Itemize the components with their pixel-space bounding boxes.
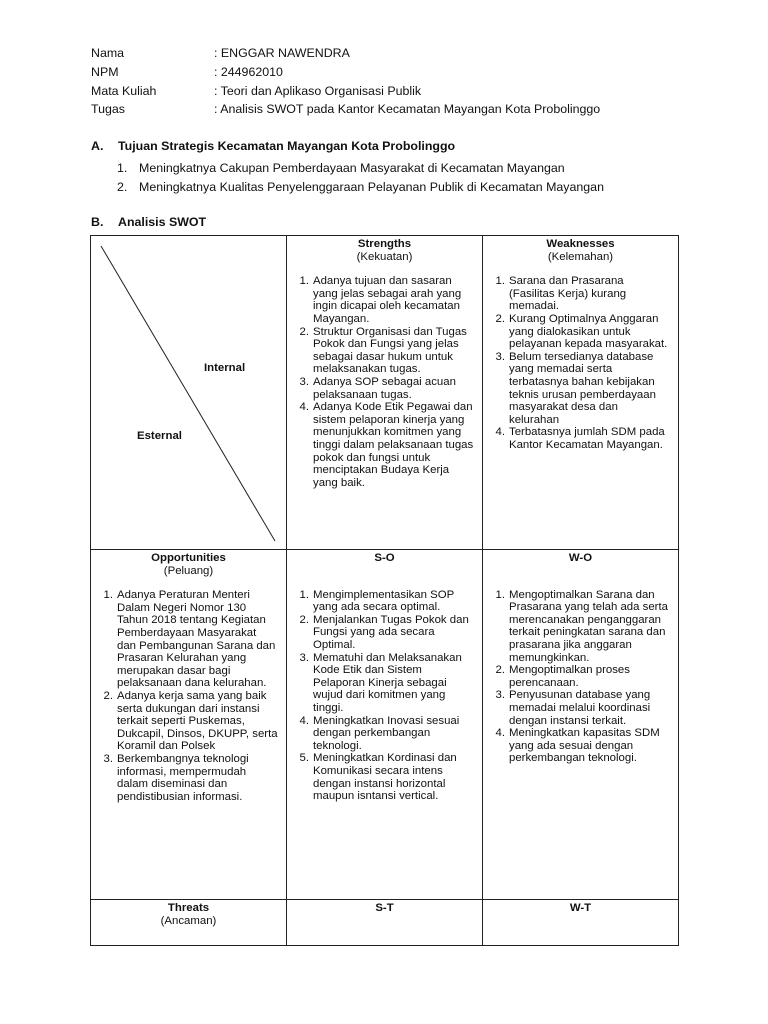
item-text: Terbatasnya jumlah SDM pada Kantor Kecamatan Mayangan.: [509, 426, 665, 451]
so-title: S-O: [374, 552, 395, 564]
weaknesses-title: Weaknesses: [546, 238, 615, 250]
item-text: Sarana dan Prasarana (Fasilitas Kerja) kurang memadai.: [509, 275, 627, 313]
opportunities-subtitle: (Peluang): [163, 564, 214, 577]
item-number: 1.: [495, 588, 505, 601]
section-title: Tujuan Strategis Kecamatan Mayangan Kota Probolinggo: [118, 139, 456, 153]
list-item: [483, 727, 670, 765]
list-item: [483, 313, 670, 351]
opportunities-cell: [91, 550, 287, 900]
item-number: 1.: [117, 160, 128, 175]
weaknesses-subtitle: (Kelemahan): [547, 250, 614, 263]
section-b-heading: [91, 215, 206, 229]
item-number: 5.: [299, 752, 309, 765]
item-text: Meningkatkan Inovasi sesuai dengan perkembangan teknologi.: [313, 714, 460, 752]
item-text: Menjalankan Tugas Pokok dan Fungsi yang ada secara Optimal.: [313, 613, 469, 651]
item-text: Adanya tujuan dan sasaran yang jelas sebagai arah yang ingin dicapai oleh kecamatan Mayangan.: [313, 275, 462, 325]
section-title: Analisis SWOT: [118, 215, 207, 229]
item-text: Belum tersedianya database yang memadai serta terbatasnya bahan kebijakan teknis urusan pemberdayaan masyarakat desa dan kelurahan: [509, 350, 656, 426]
info-label: Nama: [91, 46, 125, 61]
opportunities-title: Opportunities: [151, 552, 226, 564]
info-row-task: [91, 100, 600, 119]
swot-table: [90, 235, 679, 946]
item-number: 3.: [299, 651, 309, 664]
weaknesses-cell: [483, 236, 679, 550]
list-item: [287, 715, 474, 753]
threats-title: Threats: [167, 902, 210, 914]
item-text: Meningkatnya Kualitas Penyelenggaraan Pelayanan Publik di Kecamatan Mayangan: [139, 179, 604, 194]
item-number: 1.: [299, 275, 309, 288]
item-number: 3.: [299, 375, 309, 388]
wt-title: W-T: [569, 902, 592, 914]
strengths-title: Strengths: [357, 238, 412, 250]
threats-subtitle: (Ancaman): [160, 914, 217, 927]
weaknesses-list: [483, 275, 670, 451]
info-value: : 244962010: [214, 65, 283, 80]
item-text: Kurang Optimalnya Anggaran yang dialokasikan untuk pelayanan kepada masyarakat.: [509, 312, 668, 351]
list-item: [117, 158, 604, 177]
item-number: 1.: [103, 589, 113, 602]
item-number: 4.: [495, 426, 505, 439]
item-text: Meningkatkan Kordinasi dan Komunikasi secara intens dengan instansi horizontal maupun isntansi vertical.: [313, 752, 457, 803]
list-item: [287, 752, 474, 802]
list-item: [287, 589, 474, 614]
info-row-name: [91, 44, 600, 63]
item-text: Meningkatkan kapasitas SDM yang ada sesuai dengan perkembangan teknologi.: [509, 727, 660, 765]
item-number: 2.: [117, 179, 128, 194]
item-number: 3.: [495, 350, 505, 363]
list-item: [117, 177, 604, 196]
item-text: Meningkatnya Cakupan Pemberdayaan Masyarakat di Kecamatan Mayangan: [139, 160, 565, 175]
strengths-cell: [287, 236, 483, 550]
item-text: Mengoptimalkan proses perencanaan.: [509, 664, 630, 689]
item-number: 4.: [495, 727, 505, 740]
list-item: [287, 326, 474, 376]
info-value: : Teori dan Aplikaso Organisasi Publik: [214, 83, 422, 98]
info-row-npm: [91, 63, 600, 82]
item-number: 2.: [103, 689, 113, 702]
internal-label: Internal: [204, 362, 246, 374]
item-text: Mematuhi dan Melaksanakan Kode Etik dan Sistem Pelaporan Kinerja sebagai wujud dari komitmen yang tinggi.: [313, 651, 462, 714]
list-item: [483, 275, 670, 313]
item-number: 4.: [299, 401, 309, 414]
item-number: 3.: [103, 752, 113, 765]
item-text: Adanya kerja sama yang baik serta dukungan dari instansi terkait seperti Puskemas, Dukcapil, Dinsos, DKUPP, serta Koramil dan Polsek: [117, 689, 278, 753]
strategic-goals-list: [117, 158, 604, 196]
section-a-heading: [91, 139, 455, 153]
section-letter: A.: [91, 139, 104, 153]
item-number: 2.: [299, 325, 309, 338]
so-strategy-list: [287, 589, 474, 803]
info-label: Tugas: [91, 102, 125, 117]
item-number: 4.: [299, 714, 309, 727]
item-number: 1.: [299, 588, 309, 601]
list-item: [91, 690, 278, 753]
item-number: 2.: [299, 613, 309, 626]
threats-cell: [91, 900, 287, 946]
item-text: Adanya SOP sebagai acuan pelaksanaan tugas.: [313, 375, 456, 401]
item-number: 2.: [495, 664, 505, 677]
list-item: [483, 351, 670, 427]
item-text: Struktur Organisasi dan Tugas Pokok dan Fungsi yang jelas sebagai dasar hukum untuk melaksanakan tugas.: [313, 325, 467, 376]
diagonal-line: [91, 236, 286, 548]
item-text: Mengoptimalkan Sarana dan Prasarana yang telah ada serta merencanakan penganggaran terkait peningkatan sarana dan prasarana jika anggaran memungkinkan.: [509, 588, 668, 664]
info-value: : ENGGAR NAWENDRA: [214, 46, 350, 61]
info-row-course: [91, 81, 600, 100]
list-item: [287, 652, 474, 715]
wo-title: W-O: [568, 552, 593, 564]
list-item: [91, 589, 278, 690]
item-number: 2.: [495, 312, 505, 325]
list-item: [483, 689, 670, 727]
student-info: [91, 44, 600, 119]
item-number: 3.: [495, 689, 505, 702]
st-strategy-cell: [287, 900, 483, 946]
list-item: [483, 664, 670, 689]
list-item: [287, 376, 474, 401]
list-item: [287, 401, 474, 489]
list-item: [287, 275, 474, 325]
list-item: [483, 426, 670, 451]
wo-strategy-cell: [483, 550, 679, 900]
list-item: [287, 614, 474, 652]
section-letter: B.: [91, 215, 104, 229]
wo-strategy-list: [483, 589, 670, 765]
diagonal-cell: [91, 236, 287, 550]
item-text: Berkembangnya teknologi informasi, mempermudah dalam diseminasi dan pendistibusian informasi.: [117, 752, 249, 803]
item-text: Adanya Kode Etik Pegawai dan sistem pelaporan kinerja yang menunjukkan komitmen yang tinggi dalam pelaksanaan tugas pokok dan fungsi untuk menciptakan Budaya Kerja yang baik.: [313, 401, 474, 489]
item-text: Adanya Peraturan Menteri Dalam Negeri Nomor 130 Tahun 2018 tentang Kegiatan Pemberdayaan Masyarakat dan Pembangunan Sarana dan Prasaran Kelurahan yang merupakan dasar bagi pelaksanaan dana kelurahan.: [117, 589, 276, 690]
st-title: S-T: [375, 902, 394, 914]
so-strategy-cell: [287, 550, 483, 900]
wt-strategy-cell: [483, 900, 679, 946]
opportunities-list: [91, 589, 278, 803]
info-label: Mata Kuliah: [91, 83, 157, 98]
strengths-subtitle: (Kekuatan): [356, 250, 413, 263]
info-label: NPM: [91, 65, 119, 80]
strengths-list: [287, 275, 474, 489]
external-label: Esternal: [137, 430, 182, 442]
item-text: Mengimplementasikan SOP yang ada secara optimal.: [313, 588, 454, 614]
list-item: [91, 753, 278, 803]
info-value: : Analisis SWOT pada Kantor Kecamatan Mayangan Kota Probolinggo: [214, 102, 601, 117]
list-item: [483, 589, 670, 665]
item-number: 1.: [495, 275, 505, 288]
item-text: Penyusunan database yang memadai melalui koordinasi dengan instansi terkait.: [509, 689, 651, 727]
